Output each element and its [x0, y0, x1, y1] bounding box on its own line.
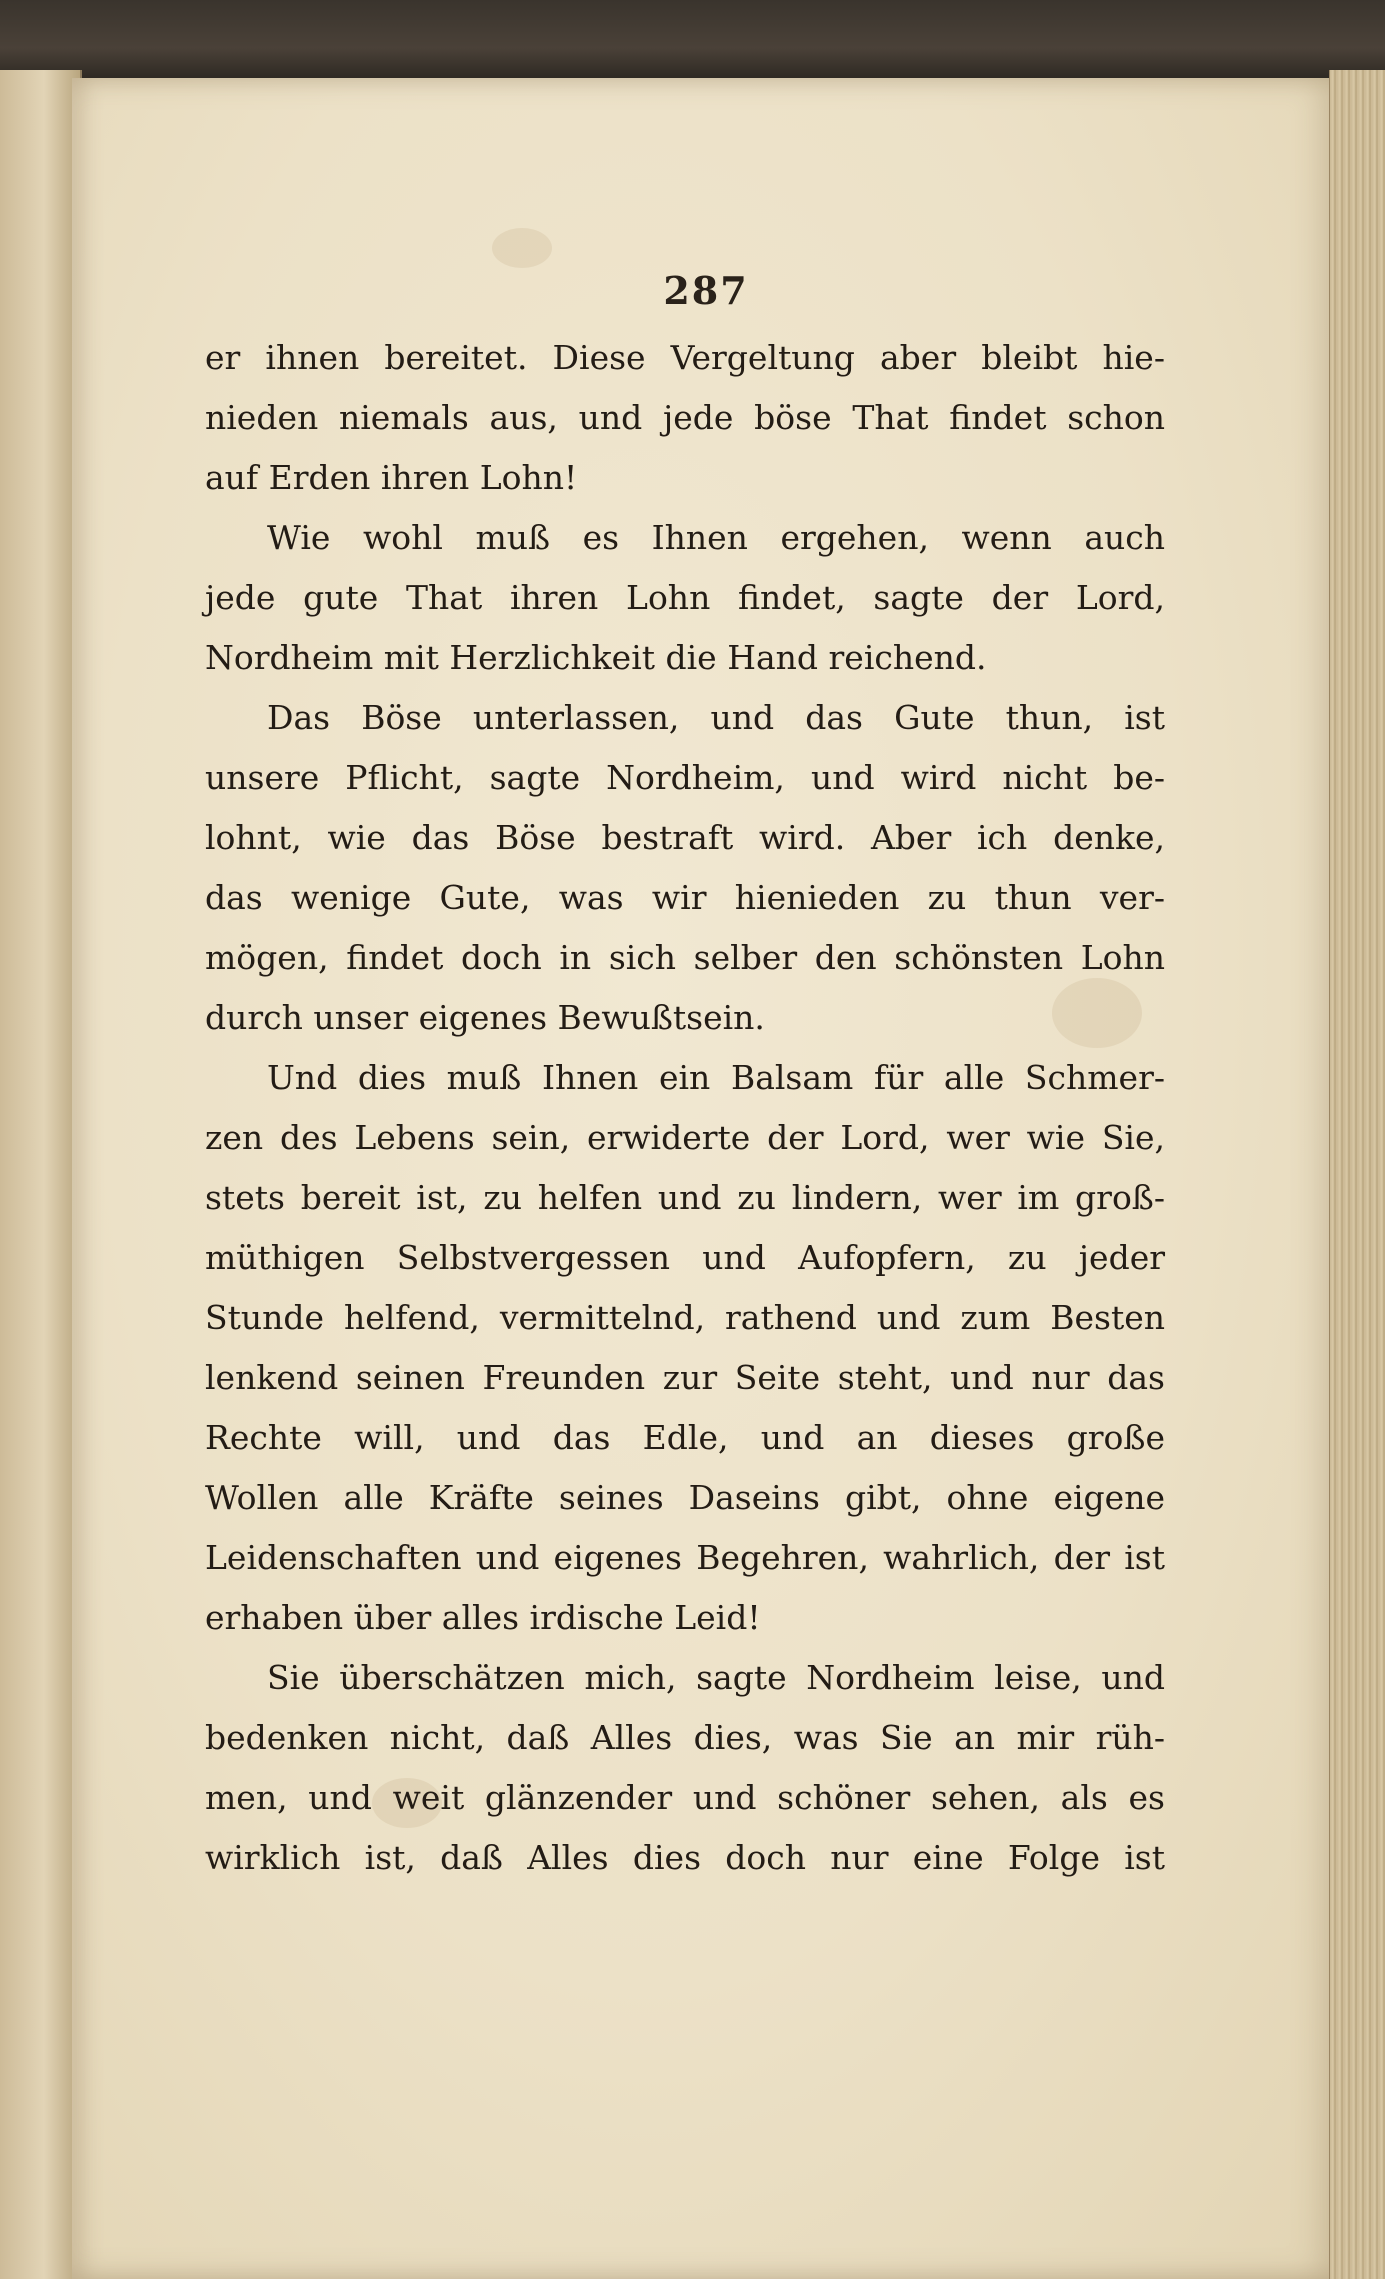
- text-line: Sie überschätzen mich, sagte Nordheim leise, und: [267, 1658, 1165, 1697]
- text-line: Wie wohl muß es Ihnen ergehen, wenn auch: [267, 518, 1165, 557]
- text-line: bedenken nicht, daß Alles dies, was Sie an mir rüh-: [205, 1718, 1165, 1757]
- text-line: auf Erden ihren Lohn!: [205, 458, 578, 497]
- text-line: lohnt, wie das Böse bestraft wird. Aber ich denke,: [205, 818, 1165, 857]
- page-number: 287: [663, 268, 749, 313]
- text-line: men, und weit glänzender und schöner sehen, als es: [205, 1778, 1165, 1817]
- text-line: Nordheim mit Herzlichkeit die Hand reichend.: [205, 638, 987, 677]
- text-line: stets bereit ist, zu helfen und zu lindern, wer im groß-: [205, 1178, 1165, 1217]
- text-line: Stunde helfend, vermittelnd, rathend und zum Besten: [205, 1298, 1165, 1337]
- text-line: zen des Lebens sein, erwiderte der Lord, wer wie Sie,: [205, 1118, 1165, 1157]
- text-line: unsere Pflicht, sagte Nordheim, und wird nicht be-: [205, 758, 1165, 797]
- text-line: müthigen Selbstvergessen und Aufopfern, zu jeder: [205, 1238, 1165, 1277]
- body-text: [205, 328, 1165, 1888]
- text-line: wirklich ist, daß Alles dies doch nur eine Folge ist: [205, 1838, 1165, 1877]
- text-line: Und dies muß Ihnen ein Balsam für alle Schmer-: [267, 1058, 1165, 1097]
- text-line: Das Böse unterlassen, und das Gute thun, ist: [267, 698, 1165, 737]
- book-fore-edge: [1329, 70, 1385, 2279]
- text-line: Rechte will, und das Edle, und an dieses große: [205, 1418, 1165, 1457]
- text-line: Leidenschaften und eigenes Begehren, wahrlich, der ist: [205, 1538, 1165, 1577]
- text-line: nieden niemals aus, und jede böse That findet schon: [205, 398, 1165, 437]
- book-cover-top-edge: [0, 0, 1385, 80]
- text-line: durch unser eigenes Bewußtsein.: [205, 998, 765, 1037]
- left-page-edge: [0, 70, 82, 2279]
- text-line: jede gute That ihren Lohn findet, sagte der Lord,: [205, 578, 1165, 617]
- text-line: lenkend seinen Freunden zur Seite steht, und nur das: [205, 1358, 1165, 1397]
- paper-stain: [492, 228, 552, 268]
- page-paper: [72, 78, 1340, 2279]
- text-line: das wenige Gute, was wir hienieden zu thun ver-: [205, 878, 1165, 917]
- text-line: erhaben über alles irdische Leid!: [205, 1598, 761, 1637]
- text-line: mögen, findet doch in sich selber den schönsten Lohn: [205, 938, 1165, 977]
- text-line: Wollen alle Kräfte seines Daseins gibt, ohne eigene: [205, 1478, 1165, 1517]
- text-line: er ihnen bereitet. Diese Vergeltung aber bleibt hie-: [205, 338, 1165, 377]
